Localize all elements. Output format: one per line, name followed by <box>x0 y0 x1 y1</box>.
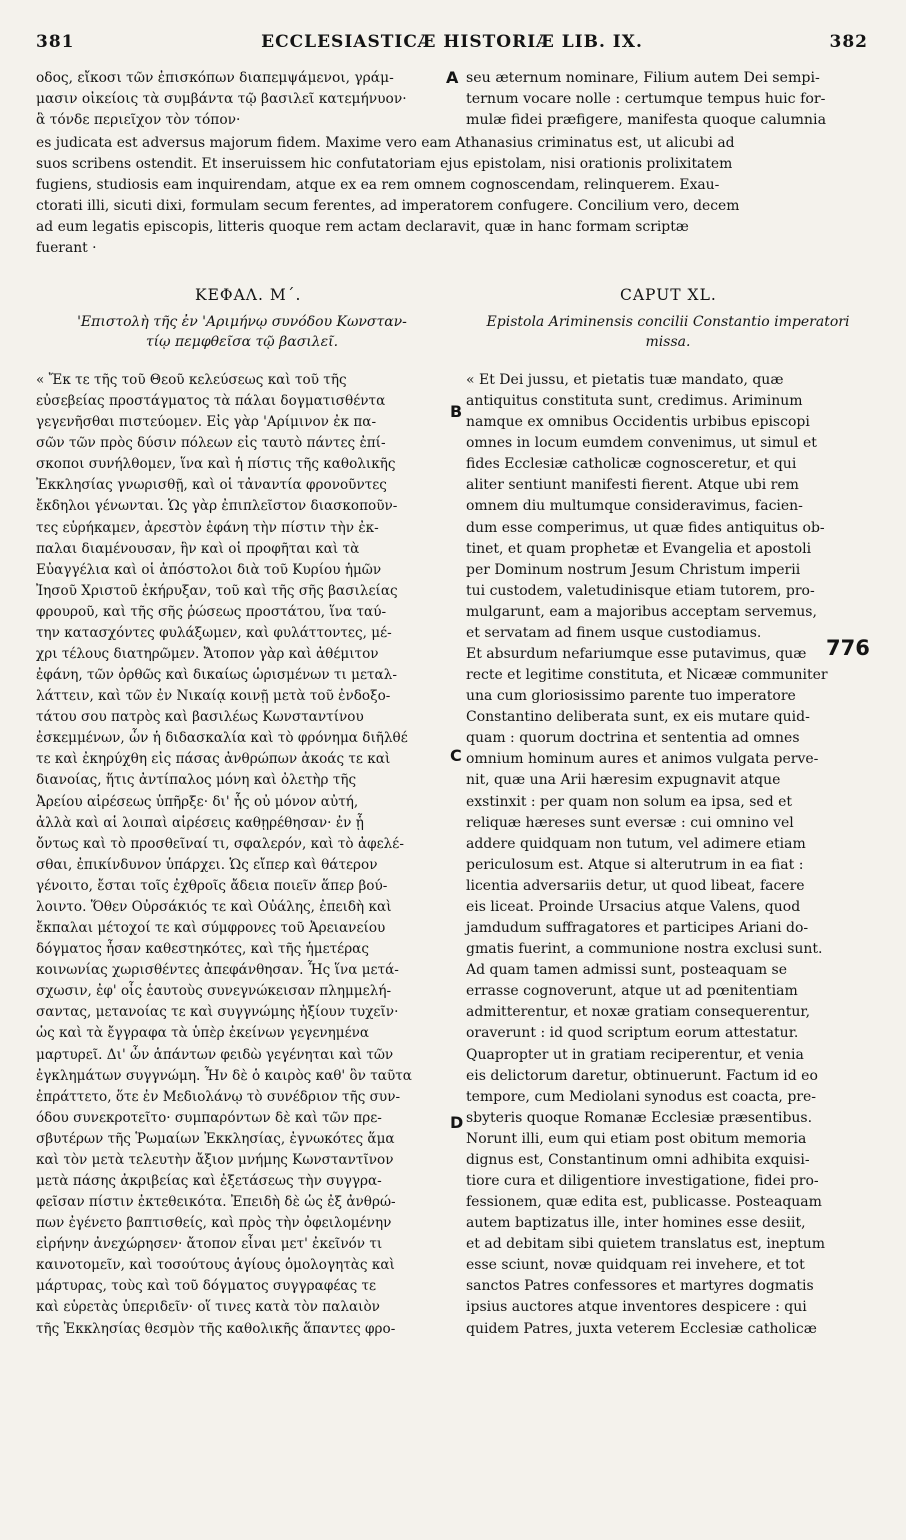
top-greek-line: οδος, εἴκοσι τῶν ἐπισκόπων διαπεμψάμενοι, γράμ- <box>36 70 394 86</box>
latin-line: exstinxit : per quam non solum ea ipsa, sed et <box>466 793 793 810</box>
latin-line: eis delictorum daretur, obtinuerunt. Factum id eo <box>466 1067 818 1084</box>
latin-line: omnem diu multumque consideravimus, facien- <box>466 498 803 515</box>
greek-line: ὄντως καὶ τὸ προσθεῖναί τι, σφαλερόν, καὶ τὸ ἀφελέ- <box>36 835 404 852</box>
top-full-line: fugiens, studiosis eam inquirendam, atque ex ea rem omnem cognoscendam, relinquerem. Exau- <box>36 177 720 193</box>
greek-line: τάτου σου πατρὸς καὶ βασιλέως Κωνσταντίνου <box>36 709 364 726</box>
latin-line: quidem Patres, juxta veterem Ecclesiæ catholicæ <box>466 1320 817 1337</box>
greek-line: μετὰ πάσης ἀκριβείας καὶ ἐξετάσεως τὴν συγγρα- <box>36 1172 382 1189</box>
greek-line: καὶ τὸν μετὰ τελευτὴν ἄξιον μνήμης Κωνσταντῖνον <box>36 1151 394 1168</box>
greek-line: σβυτέρων τῆς Ῥωμαίων Ἐκκλησίας, ἐγνωκότες ἅμα <box>36 1130 395 1147</box>
greek-line: φεῖσαν πίστιν ἐκτεθεικότα. Ἐπειδὴ δὲ ὡς ἐξ ἀνθρώ- <box>36 1194 396 1211</box>
greek-line: τῆς Ἐκκλησίας θεσμὸν τῆς καθολικῆς ἅπαντες φρο- <box>36 1320 396 1337</box>
right-subtitle-line: missa. <box>645 334 691 350</box>
latin-line: Quapropter ut in gratiam reciperentur, et venia <box>466 1046 804 1063</box>
latin-line: nit, quæ una Arii hæresim expugnavit atque <box>466 772 781 789</box>
running-title: ECCLESIASTICÆ HISTORIÆ LIB. IX. <box>261 32 643 52</box>
latin-line: addere quidquam non tutum, vel adimere etiam <box>466 835 806 852</box>
left-chapter-subtitle <box>36 312 448 352</box>
greek-line: Ἀρείου αἱρέσεως ὑπῆρξε· δι' ἧς οὐ μόνον αὐτή, <box>36 793 359 810</box>
greek-line: ἔκπαλαι μέτοχοί τε καὶ σύμφρονες τοῦ Ἀρειανείου <box>36 920 386 937</box>
margin-letter-a: A <box>446 68 459 87</box>
greek-line: « Ἔκ τε τῆς τοῦ Θεοῦ κελεύσεως καὶ τοῦ τῆς <box>36 372 347 388</box>
latin-column <box>466 370 870 1340</box>
edition-page-marker: 776 <box>826 636 870 660</box>
latin-line: « Et Dei jussu, et pietatis tuæ mandato, quæ <box>466 372 784 388</box>
latin-line: fides Ecclesiæ catholicæ cognosceretur, et qui <box>466 456 797 473</box>
latin-line: admitterentur, et noxæ gratiam consequerentur, <box>466 1004 811 1021</box>
left-chapter-title: ΚΕΦΑΛ. Μ΄. <box>195 286 302 304</box>
latin-line: una cum gloriosissimo parente tuo imperatore <box>466 688 796 705</box>
greek-line: Ἐκκλησίας γνωρισθῇ, καὶ οἱ τἀναντία φρονοῦντες <box>36 477 387 494</box>
greek-line: σαντας, μετανοίας τε καὶ συγγνώμης ἠξίουν τυχεῖν· <box>36 1004 399 1021</box>
latin-line: eis liceat. Proinde Ursacius atque Valens, quod <box>466 898 801 915</box>
latin-line: tui custodem, valetudinisque etiam tutorem, pro- <box>466 582 815 599</box>
top-full-line: ad eum legatis episcopis, litteris quoque rem actam declaravit, quæ in hanc formam scriptæ <box>36 219 689 235</box>
latin-line: sbyteris quoque Romanæ Ecclesiæ præsentibus. <box>466 1109 813 1126</box>
latin-line: et servatam ad finem usque custodiamus. <box>466 624 762 641</box>
latin-line: aliter sentiunt manifesti fierent. Atque ubi rem <box>466 477 799 494</box>
latin-line: fessionem, quæ edita est, publicasse. Posteaquam <box>466 1194 822 1211</box>
greek-line: γένοιτο, ἔσται τοῖς ἐχθροῖς ἄδεια ποιεῖν ἅπερ βού- <box>36 877 388 894</box>
greek-line: Εὐαγγέλια καὶ οἱ ἀπόστολοι διὰ τοῦ Κυρίου ἡμῶν <box>36 561 382 578</box>
latin-line: periculosum est. Atque si alterutrum in ea fiat : <box>466 856 804 873</box>
latin-line: namque ex omnibus Occidentis urbibus episcopi <box>466 414 810 431</box>
greek-line: τε καὶ ἐκηρύχθη εἰς πάσας ἀνθρώπων ἀκοάς τε καὶ <box>36 751 391 768</box>
top-latin-line: ternum vocare nolle : certumque tempus huic for- <box>466 91 826 107</box>
latin-line: omnium hominum aures et animos vulgata perve- <box>466 751 819 768</box>
greek-line: διανοίας, ἥτις ἀντίπαλος μόνη καὶ ὀλετὴρ τῆς <box>36 772 357 789</box>
greek-line: την κατασχόντες φυλάξωμεν, καὶ φυλάττοντες, μέ- <box>36 624 392 641</box>
latin-line: omnes in locum eumdem convenimus, ut simul et <box>466 435 817 452</box>
latin-line: quam : quorum doctrina et sententia ad omnes <box>466 730 800 747</box>
top-greek-line: ἃ τόνδε περιεῖχον τὸν τόπον· <box>36 112 241 128</box>
greek-column <box>36 370 448 1340</box>
top-full-line: es judicata est adversus majorum fidem. Maxime vero eam Athanasius criminatus est, ut alicubi ad <box>36 135 735 151</box>
latin-line: tempore, cum Mediolani synodus est coacta, pre- <box>466 1088 816 1105</box>
latin-line: licentia adversariis detur, ut quod libeat, facere <box>466 877 805 894</box>
latin-line: antiquitus constituta sunt, credimus. Ariminum <box>466 393 803 410</box>
greek-line: γεγενῆσθαι πιστεύομεν. Εἰς γὰρ 'Αρίμινον ἐκ πα- <box>36 414 377 431</box>
greek-line: σκοποι συνήλθομεν, ἵνα καὶ ἡ πίστις τῆς καθολικῆς <box>36 456 396 473</box>
greek-line: μαρτυρεῖ. Δι' ὧν ἁπάντων φειδὼ γεγένηται καὶ τῶν <box>36 1046 394 1063</box>
left-page-number: 381 <box>36 32 75 52</box>
greek-line: ἀλλὰ καὶ αἱ λοιπαὶ αἱρέσεις καθῃρέθησαν· ἐν ᾗ <box>36 814 364 831</box>
greek-line: σθαι, ἐπικίνδυνον ὑπάρχει. Ὡς εἴπερ καὶ θάτερον <box>36 856 378 873</box>
greek-line: σχωσιν, ἐφ' οἷς ἑαυτοὺς συνεγνώκεισαν πλημμελή- <box>36 983 392 1000</box>
greek-line: ὡς καὶ τὰ ἔγγραφα τὰ ὑπὲρ ἐκείνων γεγενημένα <box>36 1025 370 1042</box>
margin-letter-d: D <box>450 1113 464 1132</box>
latin-line: recte et legitime constituta, et Nicææ communiter <box>466 667 828 684</box>
greek-line: λοιντο. Ὅθεν Οὐρσάκιός τε καὶ Οὐάλης, ἐπειδὴ καὶ <box>36 898 392 915</box>
latin-line: reliquæ hæreses sunt eversæ : cui omnino vel <box>466 814 794 831</box>
latin-line: Et absurdum nefariumque esse putavimus, quæ <box>466 646 807 663</box>
greek-line: ἐγκλημάτων συγγνώμη. Ἦν δὲ ὁ καιρὸς καθ' ὃν ταῦτα <box>36 1067 412 1084</box>
greek-line: δόγματος ἦσαν καθεστηκότες, καὶ τῆς ἡμετέρας <box>36 941 369 958</box>
greek-line: σῶν τῶν πρὸς δύσιν πόλεων εἰς ταυτὸ πάντες ἐπί- <box>36 435 386 452</box>
greek-line: ἐφάνη, τῶν ὀρθῶς καὶ δικαίως ὡρισμένων τι μεταλ- <box>36 667 397 684</box>
latin-line: dum esse comperimus, ut quæ fides antiquitus ob- <box>466 519 825 536</box>
top-full-line: fuerant · <box>36 240 97 256</box>
latin-line: per Dominum nostrum Jesum Christum imperii <box>466 561 801 578</box>
top-full-line: ctorati illi, sicuti dixi, formulam secum ferentes, ad imperatorem confugere. Concilium vero, decem <box>36 198 740 214</box>
left-subtitle-line: 'Επιστολὴ τῆς ἐν 'Αριμήνῳ συνόδου Κωνσταν- <box>77 314 407 330</box>
greek-line: μάρτυρας, τοὺς καὶ τοῦ δόγματος συγγραφέας τε <box>36 1278 377 1295</box>
greek-line: πων ἐγένετο βαπτισθείς, καὶ πρὸς τὴν ὀφειλομένην <box>36 1215 392 1232</box>
latin-line: ipsius auctores atque inventores despicere : qui <box>466 1299 807 1316</box>
right-chapter-title: CAPUT XL. <box>620 286 717 304</box>
margin-letter-c: C <box>450 746 462 765</box>
right-chapter-subtitle <box>466 312 870 352</box>
top-latin-line: mulæ fidei præfigere, manifesta quoque calumnia <box>466 112 827 128</box>
greek-line: όδου συνεκροτεῖτο· συμπαρόντων δὲ καὶ τῶν πρε- <box>36 1109 382 1126</box>
latin-line: dignus est, Constantinum omni adhibita exquisi- <box>466 1151 810 1168</box>
latin-line: et ad debitam sibi quietem translatus est, ineptum <box>466 1236 826 1253</box>
greek-line: καινοτομεῖν, καὶ τοσούτους ἁγίους ὁμολογητὰς καὶ <box>36 1257 395 1274</box>
latin-line: errasse cognoverunt, atque ut ad pœnitentiam <box>466 983 798 1000</box>
top-latin-line: seu æternum nominare, Filium autem Dei sempi- <box>466 70 820 86</box>
latin-line: Constantino deliberata sunt, ex eis mutare quid- <box>466 709 810 726</box>
margin-letter-b: B <box>450 402 463 421</box>
greek-line: ἔκδηλοι γένωνται. Ὡς γὰρ ἐπιπλεῖστον διασκοποῦν- <box>36 498 398 515</box>
right-page-number: 382 <box>829 32 868 52</box>
latin-line: esse sciunt, novæ quidquam rei invehere, et tot <box>466 1257 805 1274</box>
latin-line: tinet, et quam prophetæ et Evangelia et apostoli <box>466 540 812 557</box>
latin-line: oraverunt : id quod scriptum eorum attestatur. <box>466 1025 799 1042</box>
greek-line: ἐσκεμμένων, ὧν ἡ διδασκαλία καὶ τὸ φρόνημα διῆλθέ <box>36 730 408 747</box>
latin-line: gmatis fuerint, a communione nostra exclusi sunt. <box>466 941 823 958</box>
latin-line: Norunt illi, eum qui etiam post obitum memoria <box>466 1130 807 1147</box>
greek-line: εἰρήνην ἀνεχώρησεν· ἄτοπον εἶναι μετ' ἐκεῖνόν τι <box>36 1236 383 1253</box>
left-subtitle-line: τίῳ πεμφθεῖσα τῷ βασιλεῖ. <box>145 334 339 350</box>
latin-line: tiore cura et diligentiore investigatione, fidei pro- <box>466 1172 819 1189</box>
greek-line: εὐσεβείας προστάγματος τὰ πάλαι δογματισθέντα <box>36 393 386 410</box>
greek-line: Ἰησοῦ Χριστοῦ ἐκήρυξαν, τοῦ καὶ τῆς σῆς βασιλείας <box>36 582 398 599</box>
latin-line: sanctos Patres confessores et martyres dogmatis <box>466 1278 814 1295</box>
greek-line: τες εὑρήκαμεν, ἀρεστὸν ἐφάνη τὴν πίστιν τὴν ἐκ- <box>36 519 379 536</box>
running-head <box>36 32 868 58</box>
latin-line: autem baptizatus ille, inter homines esse desiit, <box>466 1215 806 1232</box>
top-full-line: suos scribens ostendit. Et inseruissem hic confutatoriam ejus epistolam, nisi orationis prolixitatem <box>36 156 733 172</box>
greek-line: κοινωνίας χωρισθέντες ἀπεφάνθησαν. Ἧς ἵνα μετά- <box>36 962 399 979</box>
latin-line: mulgarunt, eam a majoribus acceptam servemus, <box>466 603 817 620</box>
greek-line: παλαι διαμένουσαν, ἣν καὶ οἱ προφῆται καὶ τὰ <box>36 540 360 557</box>
latin-line: jamdudum suffragatores et participes Ariani do- <box>466 920 809 937</box>
top-greek-line: μασιν οἰκείοις τὰ συμβάντα τῷ βασιλεῖ κατεμήνυον· <box>36 91 407 107</box>
greek-line: φρουροῦ, καὶ τῆς σῆς ῥώσεως προστάτου, ἵνα ταύ- <box>36 603 387 620</box>
latin-line: Ad quam tamen admissi sunt, posteaquam se <box>466 962 788 979</box>
greek-line: καὶ εὑρετὰς ὑπεριδεῖν· οἵ τινες κατὰ τὸν παλαιὸν <box>36 1299 380 1316</box>
greek-line: χρι τέλους διατηρῶμεν. Ἄτοπον γὰρ καὶ ἀθέμιτον <box>36 646 379 663</box>
right-subtitle-line: Epistola Ariminensis concilii Constantio imperatori <box>486 314 850 330</box>
greek-line: ἐπράττετο, ὅτε ἐν Μεδιολάνῳ τὸ συνέδριον τῆς συν- <box>36 1088 401 1105</box>
greek-line: λάττειν, καὶ τῶν ἐν Νικαίᾳ κοινῇ μετὰ τοῦ ἐνδοξο- <box>36 688 391 705</box>
